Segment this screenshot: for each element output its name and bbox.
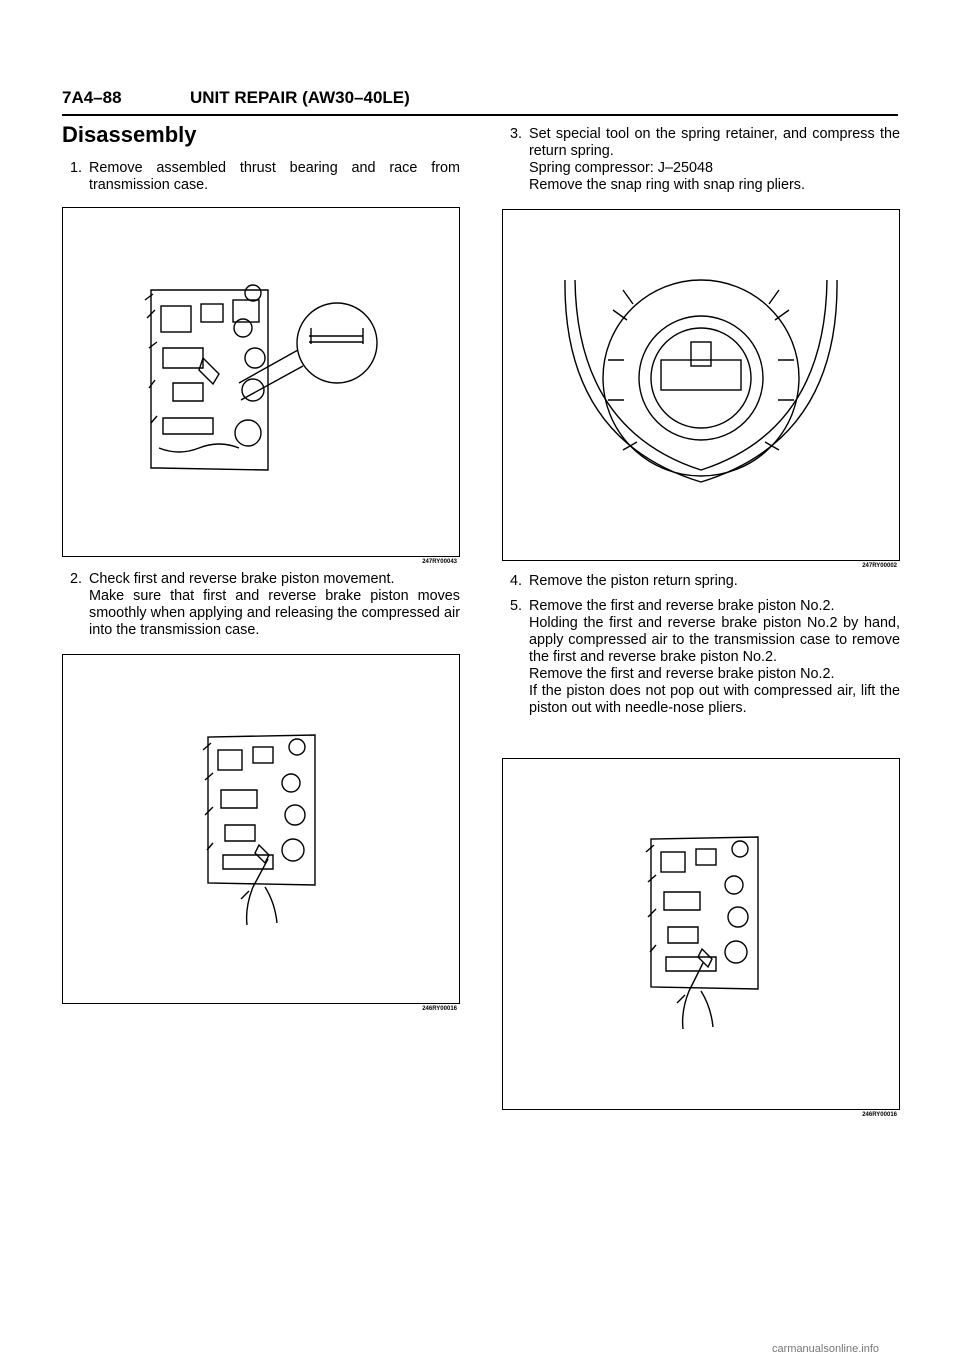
figure-code: 247RY00002: [862, 563, 897, 569]
step-number: 5.: [510, 598, 523, 614]
step-text: Remove the first and reverse brake piston No.2.: [529, 598, 835, 614]
valve-body-illustration: [63, 208, 459, 556]
figure-code: 246RY00016: [422, 1006, 457, 1012]
figure-code: 246RY00016: [862, 1112, 897, 1118]
section-number: 7A4–88: [62, 88, 122, 107]
step-4: [502, 573, 900, 590]
air-test-illustration: [63, 655, 459, 1003]
step-text: Check first and reverse brake piston movement.: [89, 571, 395, 587]
figure-4: [502, 758, 900, 1118]
figure-2: [62, 654, 460, 1012]
section-title: Disassembly: [62, 122, 197, 147]
header-title: UNIT REPAIR (AW30–40LE): [190, 88, 410, 107]
step-text: Spring compressor: J–25048: [529, 160, 713, 176]
step-number: 4.: [510, 573, 523, 589]
step-number: 3.: [510, 126, 523, 142]
header-rule: [62, 114, 898, 116]
figure-1: [62, 207, 460, 565]
step-3: [502, 126, 900, 194]
step-text: Remove the piston return spring.: [529, 573, 738, 589]
figure-code: 247RY00043: [422, 559, 457, 565]
step-number: 1.: [70, 160, 83, 176]
step-text: Holding the first and reverse brake piston No.2 by hand, apply compressed air to the transmission case to remove the first and reverse brake piston No.2.: [529, 615, 900, 665]
step-5: [502, 598, 900, 717]
step-text: Set special tool on the spring retainer, and compress the return spring.: [529, 126, 900, 159]
step-2: [62, 571, 460, 639]
step-text: If the piston does not pop out with compressed air, lift the piston out with needle-nose pliers.: [529, 683, 900, 716]
spring-compressor-illustration: [503, 210, 899, 560]
page-header: [62, 88, 410, 108]
step-text: Remove assembled thrust bearing and race from transmission case.: [89, 160, 460, 193]
piston-removal-illustration: [503, 759, 899, 1109]
step-text: Remove the snap ring with snap ring pliers.: [529, 177, 805, 193]
step-text: Make sure that first and reverse brake piston moves smoothly when applying and releasing the compressed air into the transmission case.: [89, 588, 460, 638]
step-number: 2.: [70, 571, 83, 587]
step-1: [62, 160, 460, 194]
figure-3: [502, 209, 900, 569]
watermark-link[interactable]: carmanualsonline.info: [772, 1343, 880, 1355]
step-text: Remove the first and reverse brake piston No.2.: [529, 666, 835, 682]
